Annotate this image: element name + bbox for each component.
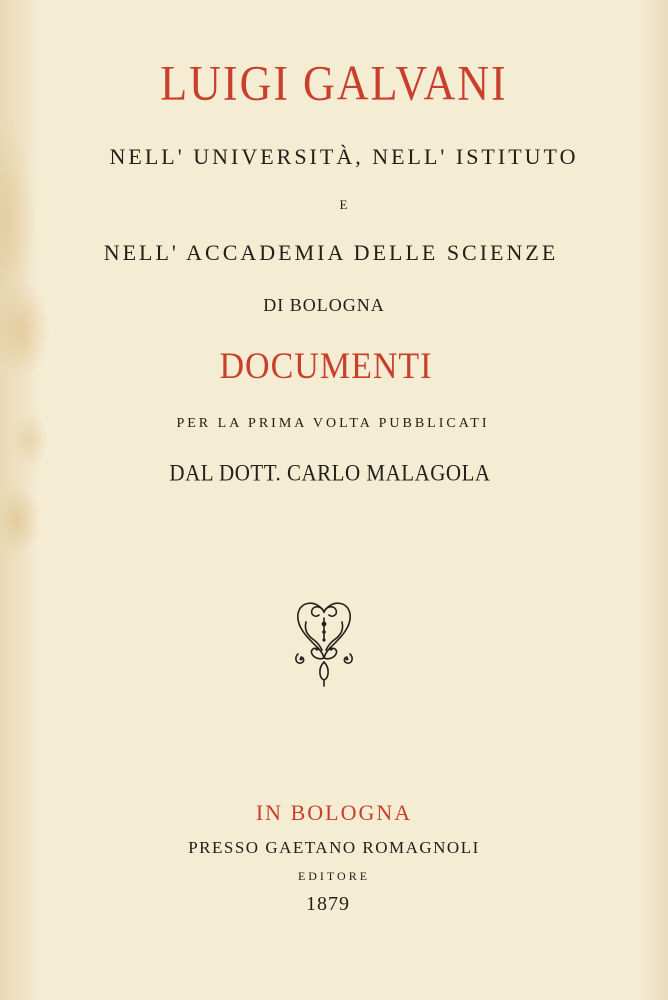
subtitle-line-2: NELL' ACCADEMIA DELLE SCIENZE (103, 240, 559, 265)
book-title: LUIGI GALVANI (160, 56, 508, 111)
subtitle-line-1: NELL' UNIVERSITÀ, NELL' ISTITUTO (109, 144, 579, 169)
published-note: PER LA PRIMA VOLTA PUBBLICATI (176, 416, 490, 431)
documents-heading: DOCUMENTI (219, 346, 433, 387)
publisher-role: EDITORE (297, 869, 371, 883)
publisher-line: PRESSO GAETANO ROMAGNOLI (188, 838, 480, 857)
heart-scroll-ornament-icon (292, 596, 356, 690)
publication-place: IN BOLOGNA (255, 800, 413, 825)
author-line: DAL DOTT. CARLO MALAGOLA (169, 459, 491, 487)
publication-year: 1879 (306, 893, 350, 915)
subtitle-conjunction: E (339, 197, 349, 212)
subtitle-line-3: DI BOLOGNA (263, 295, 385, 315)
